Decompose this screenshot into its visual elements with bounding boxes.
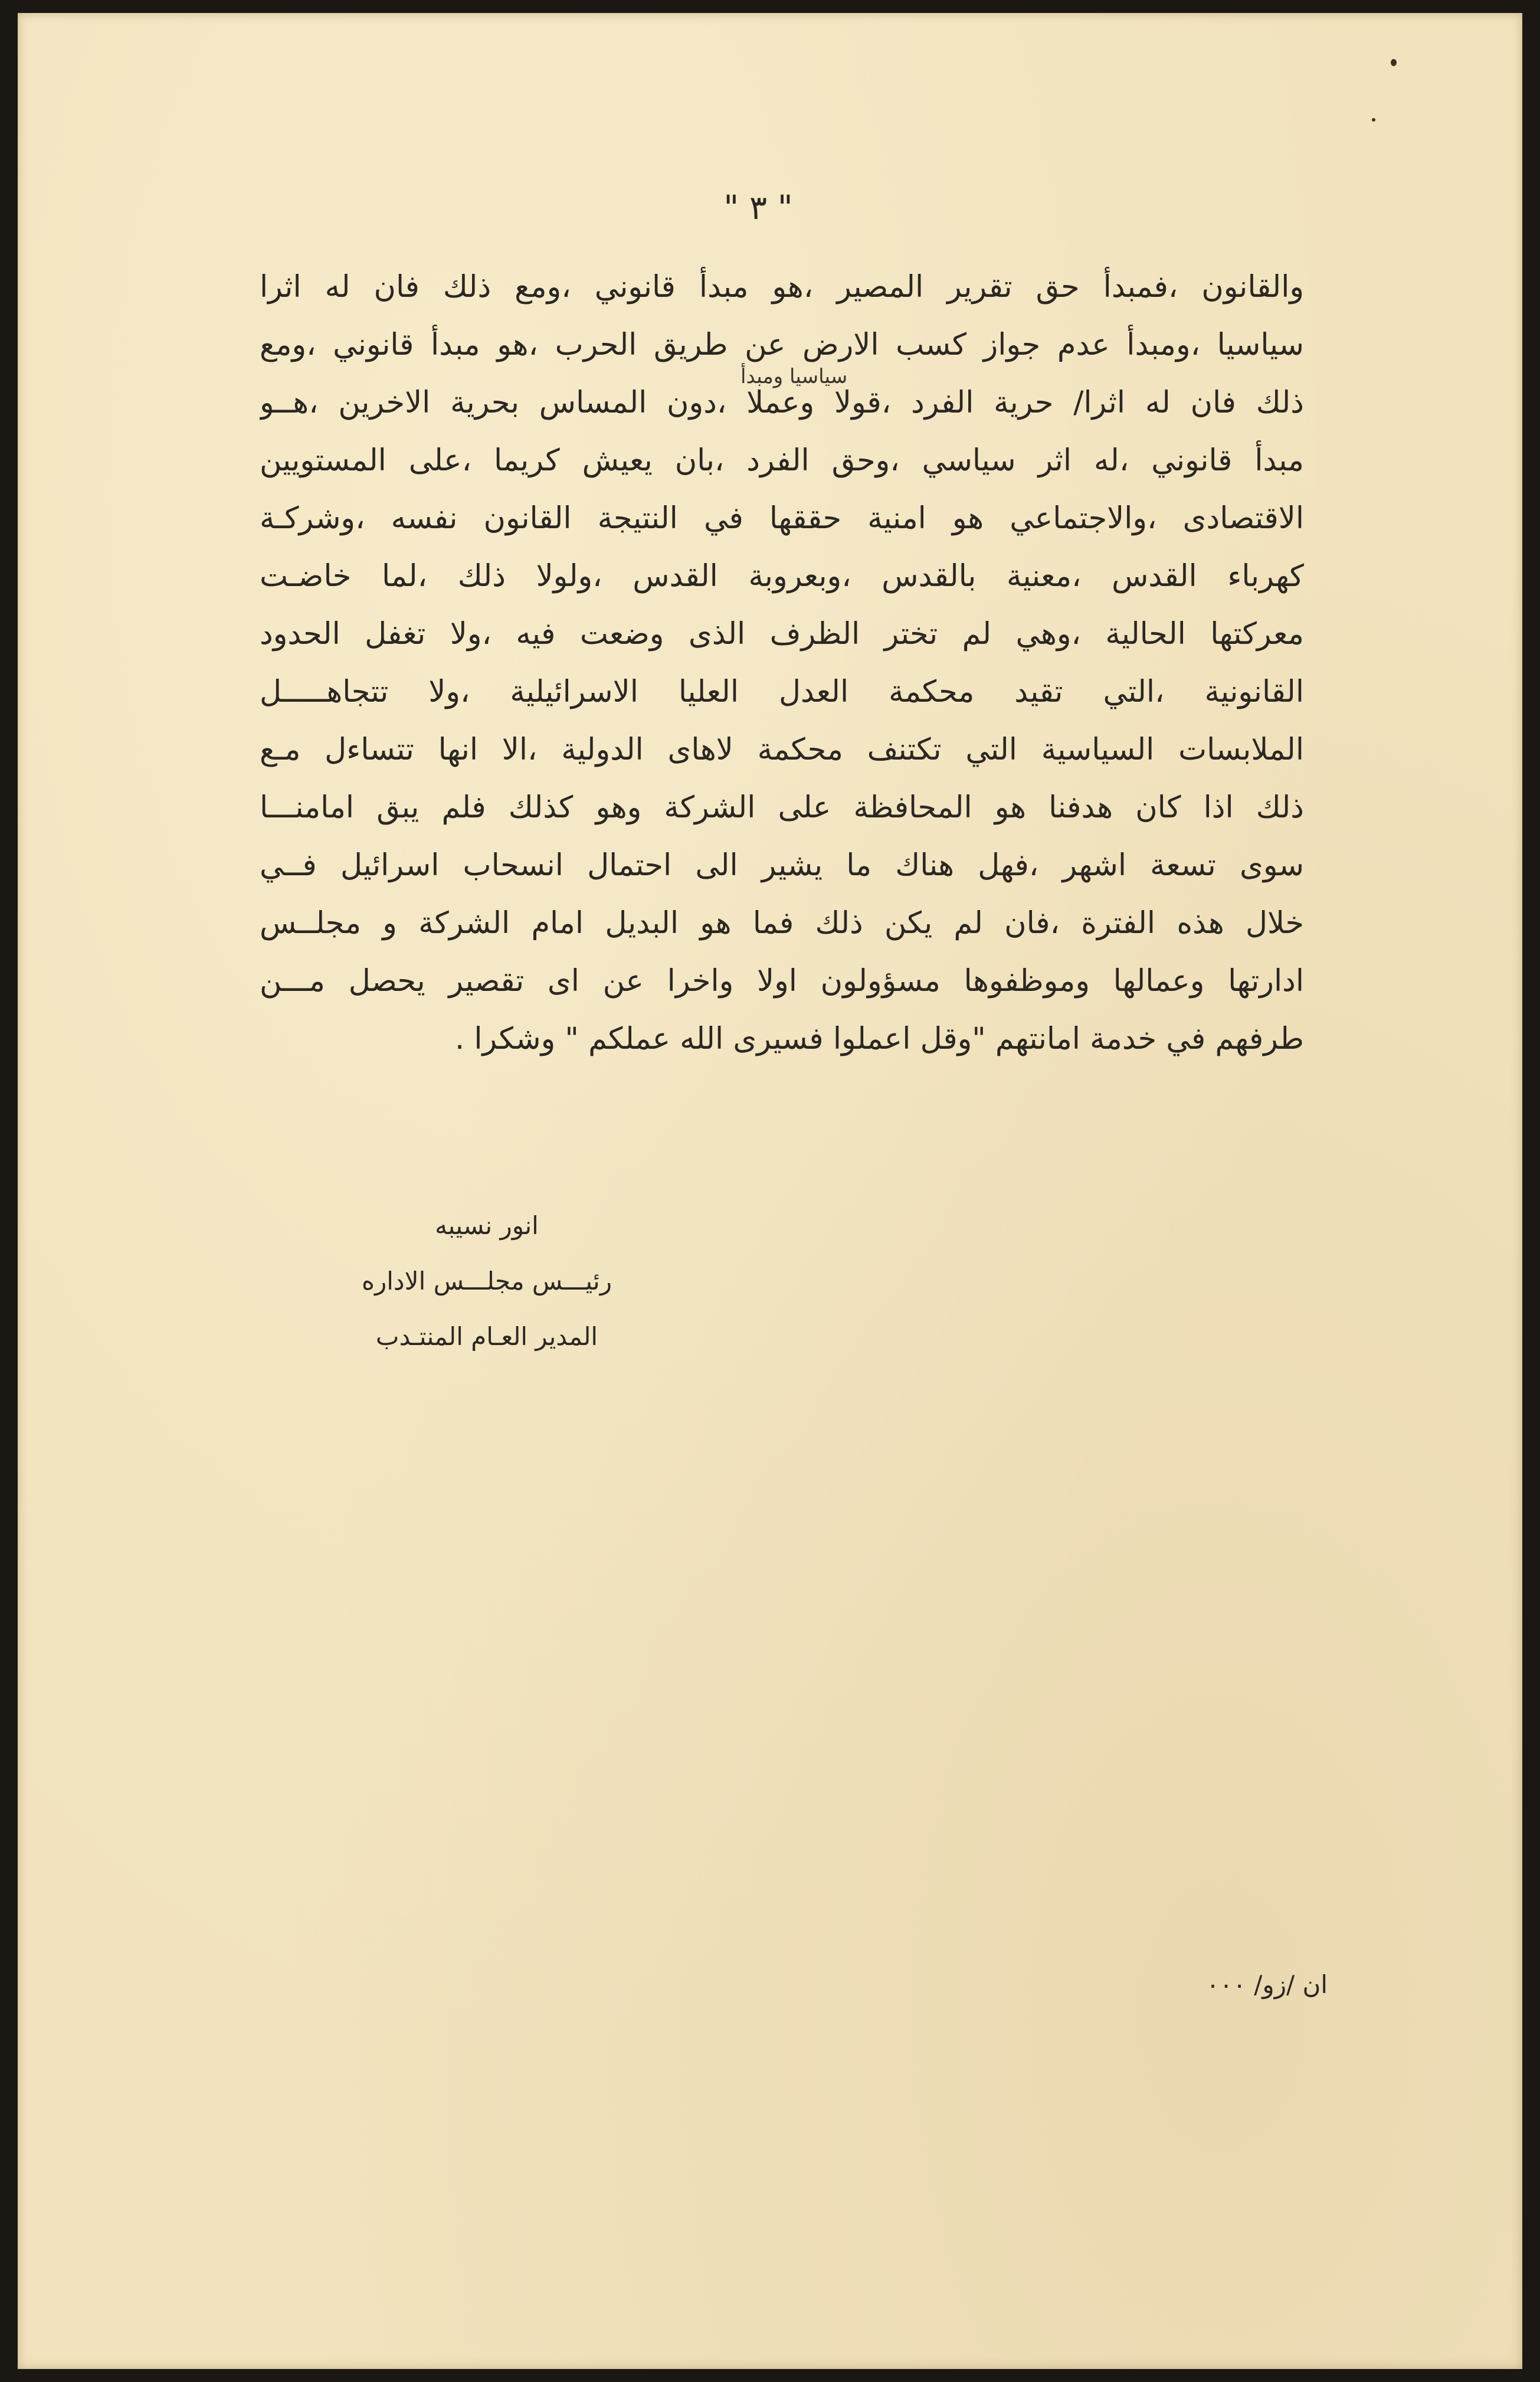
body-line: مبدأ قانوني ،له اثر سياسي ،وحق الفرد ،بان يعيش كريما ،على المستويين [260,443,1304,478]
body-line: كهرباء القدس ،معنية بالقدس ،وبعروبة القدس ،ولولا ذلك ،لما خاضـت [260,559,1304,594]
body-line: خلال هذه الفترة ،فان لم يكن ذلك فما هو البديل امام الشركة و مجلــس [260,906,1304,941]
body-line: والقانون ،فمبدأ حق تقرير المصير ،هو مبدأ قانوني ،ومع ذلك فان له اثرا [260,270,1304,305]
signatory-name: انور نسيبه [435,1211,539,1240]
body-line: ادارتها وعمالها وموظفوها مسؤولون اولا واخرا عن اى تقصير يحصل مـــن [260,964,1304,999]
body-line: ذلك فان له اثرا/ حرية الفرد ،قولا وعملا ،دون المساس بحرية الاخرين ،هــو [260,385,1304,420]
body-line: الملابسات السياسية التي تكتنف محكمة لاهاى الدولية ،الا انها تتساءل مـع [260,732,1304,767]
body-line: القانونية ،التي تقيد محكمة العدل العليا الاسرائيلية ،ولا تتجاهـــــل [260,675,1304,709]
ink-spot [1372,118,1375,122]
body-line: سوى تسعة اشهر ،فهل هناك ما يشير الى احتمال انسحاب اسرائيل فــي [260,848,1304,883]
handwritten-insertion: سياسيا ومبدأ [740,365,848,388]
reference-code: ان /زو/ ٠٠٠ [1206,1970,1328,1999]
signature-block [295,1198,679,1365]
page-number: " ٣ " [723,189,793,227]
body-line: الاقتصادى ،والاجتماعي هو امنية حققها في النتيجة القانون نفسه ،وشركـة [260,501,1304,536]
body-line: سياسيا ،ومبدأ عدم جواز كسب الارض عن طريق الحرب ،هو مبدأ قانوني ،ومع [260,328,1304,362]
signatory-title: رئيـــس مجلـــس الاداره [361,1267,612,1295]
body-line: ذلك اذا كان هدفنا هو المحافظة على الشركة وهو كذلك فلم يبق امامنـــا [260,790,1304,825]
body-line: معركتها الحالية ،وهي لم تختر الظرف الذى وضعت فيه ،ولا تغفل الحدود [260,617,1304,652]
signatory-title: المدير العـام المنتـدب [375,1322,598,1351]
body-line: طرفهم في خدمة امانتهم "وقل اعملوا فسيرى الله عملكم " وشكرا . [454,1022,1304,1056]
ink-spot [1391,59,1397,66]
